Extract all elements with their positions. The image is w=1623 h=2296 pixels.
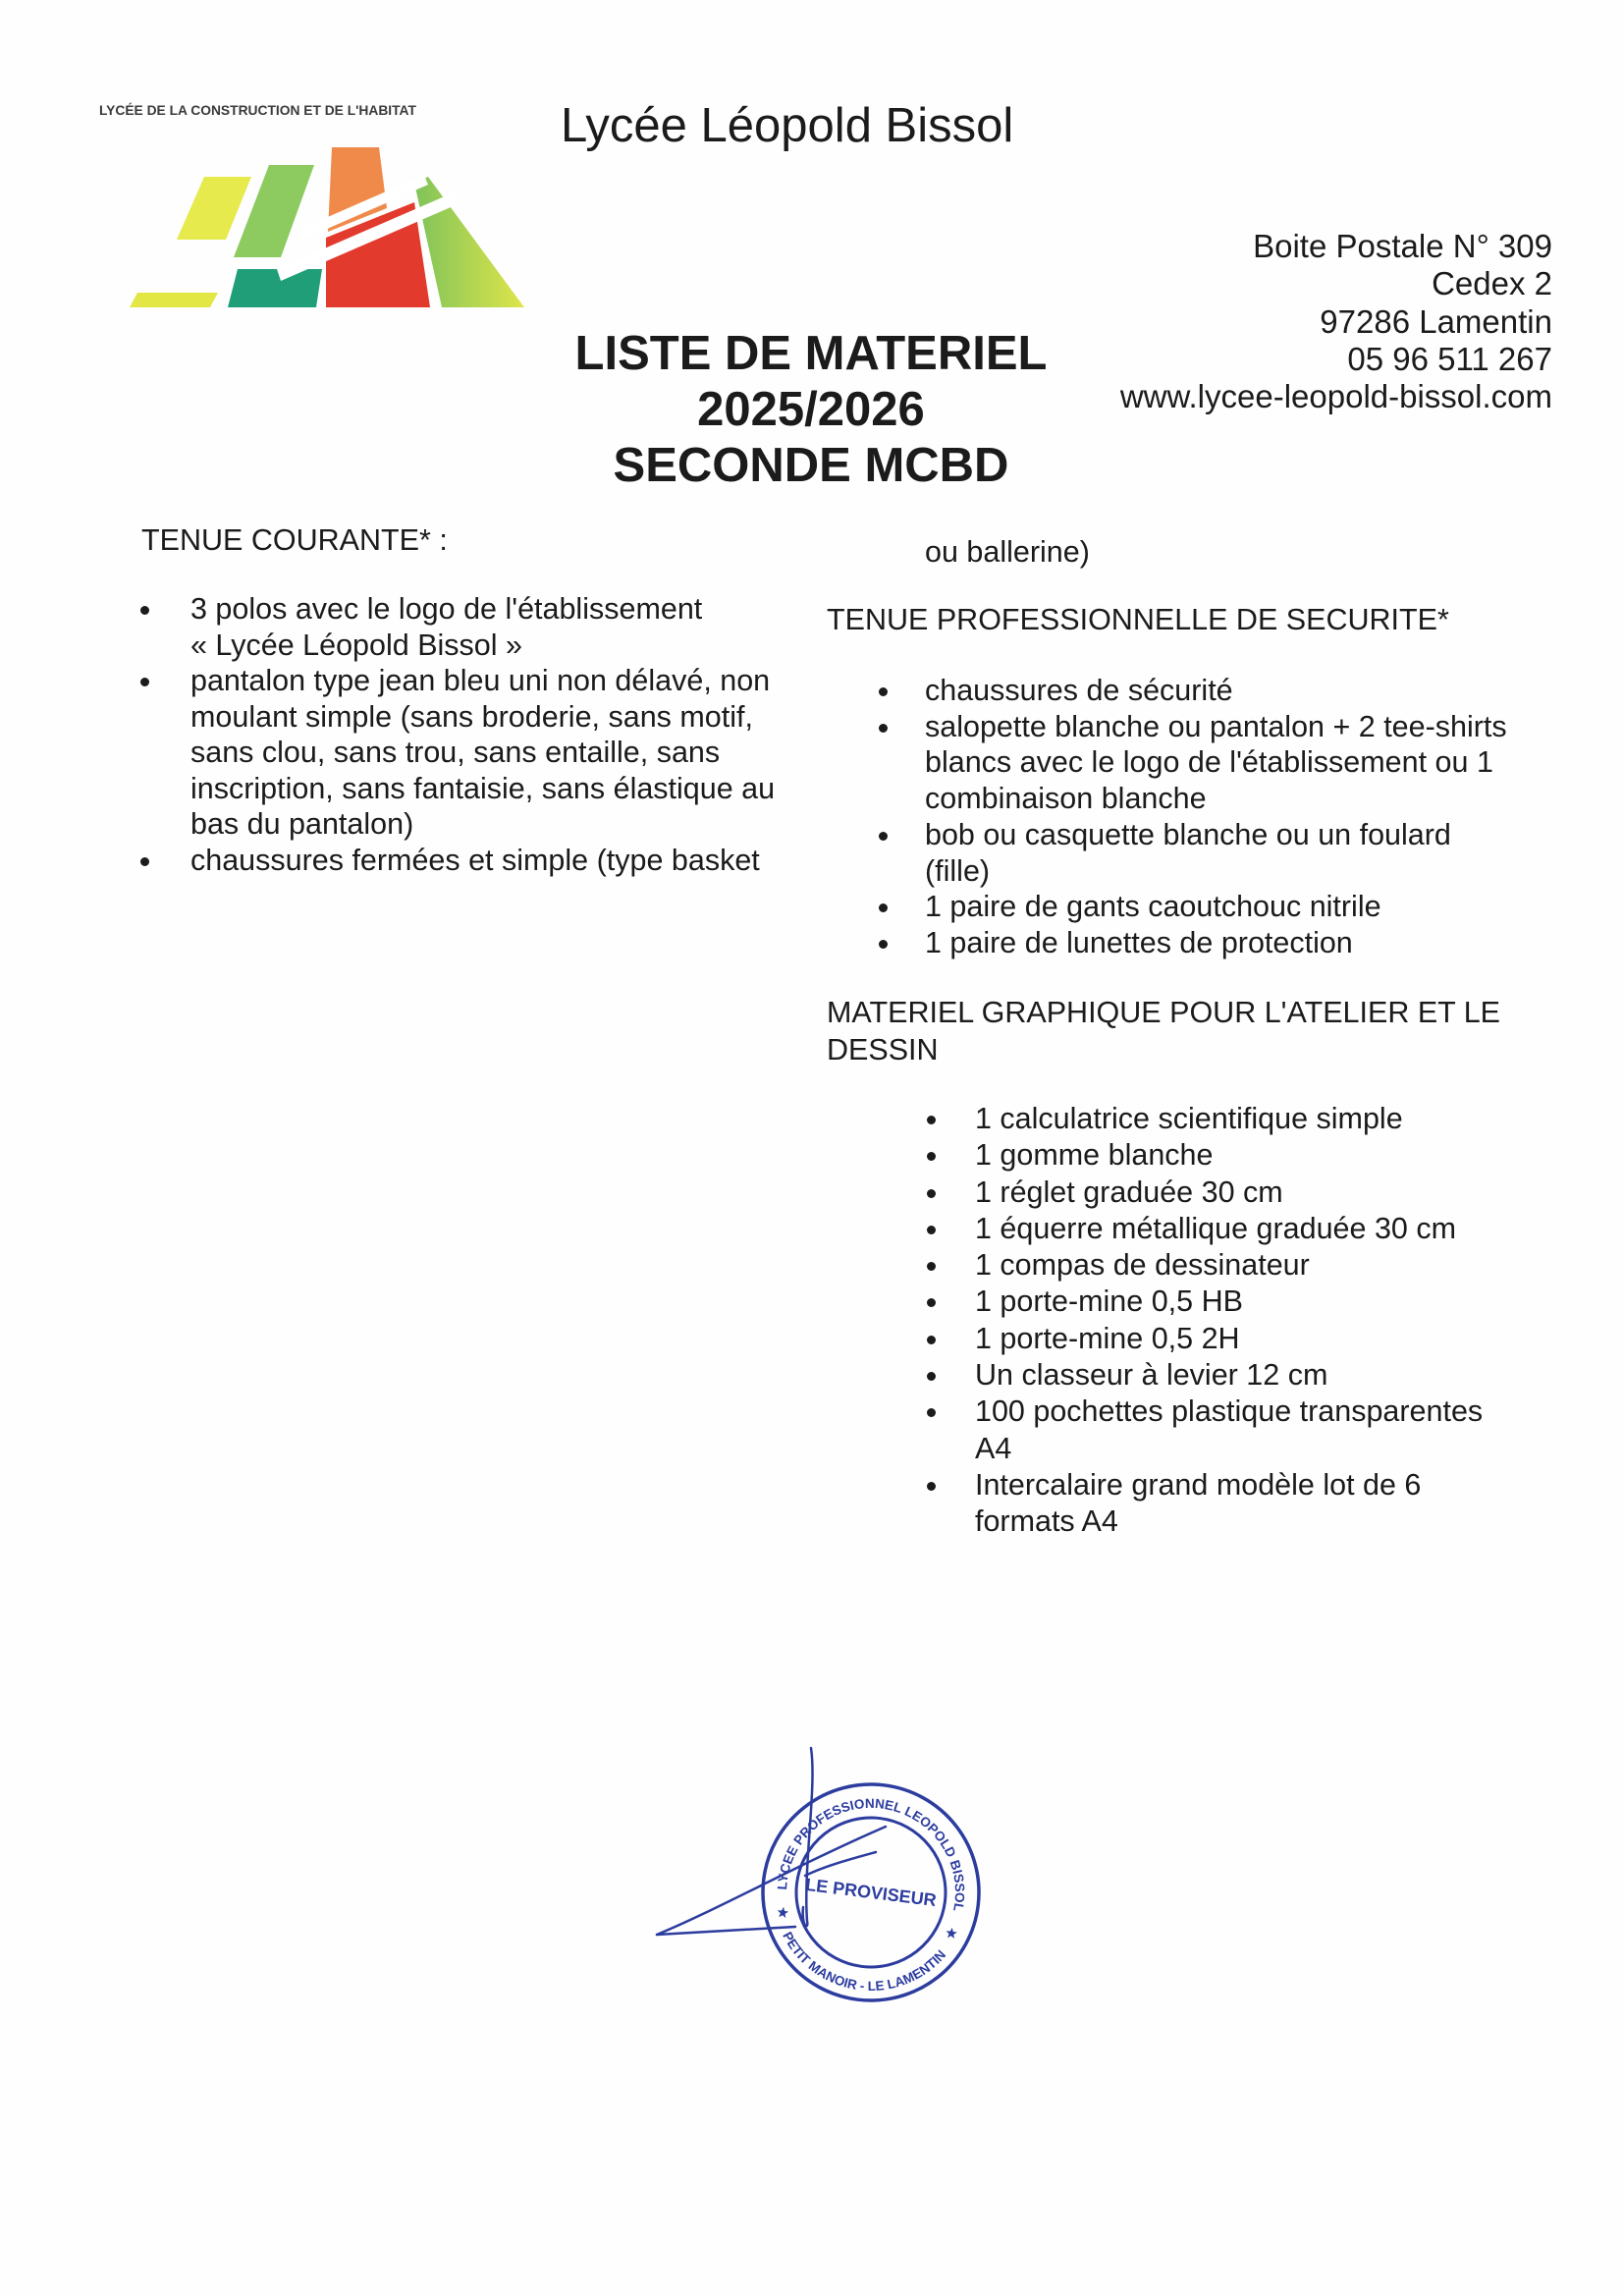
list-tenue-professionnelle [874,673,1507,961]
address-line: Boite Postale N° 309 [1253,228,1552,264]
logo-shape [414,177,524,307]
document-title [516,326,1106,494]
bullet-icon [879,724,888,733]
list-tenue-courante [137,591,775,878]
list-item-continuation: ou ballerine) [925,535,1090,569]
list-item-line: salopette blanche ou pantalon + 2 tee-shirts [925,709,1507,743]
list-item-line: 1 gomme blanche [975,1138,1214,1173]
section-heading-materiel-graphique [827,995,1500,1068]
list-item-line: 1 calculatrice scientifique simple [975,1102,1403,1135]
address-line: Cedex 2 [1432,265,1552,302]
bullet-icon [927,1226,936,1234]
bullet-icon [879,687,888,696]
stamp-star-icon [777,1906,789,1918]
list-item-line: 1 réglet graduée 30 cm [975,1175,1283,1209]
official-stamp [628,1728,1001,2043]
bullet-icon [879,903,888,912]
list-item-line: 1 porte-mine 0,5 2H [975,1321,1240,1355]
heading-line: MATERIEL GRAPHIQUE POUR L'ATELIER ET LE [827,996,1501,1029]
list-item [923,1137,1483,1174]
list-item-line: formats A4 [975,1504,1118,1539]
list-item-line: pantalon type jean bleu uni non délavé, non [190,664,771,697]
signature-stroke [657,1927,795,1935]
list-item-line: Intercalaire grand modèle lot de 6 [975,1467,1422,1502]
bullet-icon [927,1482,936,1491]
list-item-line: blancs avec le logo de l'établissement ou 1 [925,745,1493,780]
list-materiel-graphique [923,1101,1483,1541]
list-item-line: bob ou casquette blanche ou un foulard [925,817,1451,851]
title-line: LISTE DE MATERIEL [574,327,1048,380]
list-item [923,1467,1483,1541]
stamp-top-textpath: LYCEE PROFESSIONNEL LEOPOLD BISSOL [774,1795,968,1913]
stamp-center-text: LE PROVISEUR [804,1874,938,1911]
school-address [1120,228,1552,415]
address-website: www.lycee-leopold-bissol.com [1119,378,1552,415]
stamp-star-icon [946,1927,958,1939]
list-item [137,591,775,663]
list-item [923,1101,1483,1137]
bullet-icon [140,606,149,615]
list-item [923,1394,1483,1467]
stamp-seal [750,1772,991,2012]
list-item [923,1357,1483,1394]
title-line: 2025/2026 [697,383,925,436]
bullet-icon [927,1189,936,1198]
section-heading-tenue-professionnelle: TENUE PROFESSIONNELLE DE SECURITE* [827,603,1449,636]
list-item-line: 1 porte-mine 0,5 HB [975,1285,1243,1319]
logo-shape [177,177,251,240]
school-name: Lycée Léopold Bissol [561,99,1014,152]
list-item-line: « Lycée Léopold Bissol » [190,628,522,662]
list-item [137,663,775,843]
list-item-line: A4 [975,1431,1012,1465]
logo-shape [228,269,322,307]
list-item-line: 1 paire de gants caoutchouc nitrile [925,890,1381,924]
list-item-line: (fille) [925,853,991,888]
list-item-line: 100 pochettes plastique transparentes [975,1394,1484,1429]
list-item [874,925,1507,961]
list-item [874,889,1507,925]
list-item [923,1321,1483,1357]
list-item [874,817,1507,889]
bullet-icon [927,1408,936,1417]
address-line: 97286 Lamentin [1320,302,1552,340]
bullet-icon [927,1372,936,1381]
list-item-line: bas du pantalon) [190,807,414,841]
list-item-line: combinaison blanche [925,782,1207,816]
section-heading-tenue-courante: TENUE COURANTE* : [141,523,448,557]
list-item [874,709,1507,817]
list-item [137,843,775,879]
list-item-line: 1 compas de dessinateur [975,1248,1310,1283]
list-item-line: Un classeur à levier 12 cm [975,1358,1328,1393]
list-item-line: chaussures fermées et simple (type basket [190,843,760,877]
signature [657,1748,886,1935]
bullet-icon [140,857,149,866]
list-item-line: inscription, sans fantaisie, sans élastique au [190,771,776,805]
list-item-line: 1 équerre métallique graduée 30 cm [975,1211,1456,1245]
bullet-icon [879,940,888,949]
address-phone: 05 96 511 267 [1347,340,1552,377]
list-item-line: sans clou, sans trou, sans entaille, sans [190,736,721,769]
logo-tagline: LYCÉE DE LA CONSTRUCTION ET DE L'HABITAT [99,103,416,118]
signature-stroke [805,1852,876,1876]
bullet-icon [140,678,149,686]
bullet-icon [927,1336,936,1344]
list-item [923,1211,1483,1247]
bullet-icon [927,1298,936,1307]
bullet-icon [927,1116,936,1124]
list-item-line: 1 paire de lunettes de protection [925,925,1353,959]
bullet-icon [927,1262,936,1271]
list-item-line: moulant simple (sans broderie, sans motif, [190,699,753,734]
list-item [874,673,1507,709]
list-item-line: chaussures de sécurité [925,674,1233,707]
list-item [923,1284,1483,1320]
list-item [923,1175,1483,1211]
logo-shape [130,293,218,307]
bullet-icon [879,832,888,841]
list-item-line: 3 polos avec le logo de l'établissement [190,592,703,626]
list-item [923,1247,1483,1284]
bullet-icon [927,1152,936,1161]
school-logo [130,147,524,307]
title-line: SECONDE MCBD [613,439,1009,492]
stamp-bottom-textpath: PETIT MANOIR - LE LAMENTIN [780,1929,949,1995]
heading-line: DESSIN [827,1032,939,1066]
